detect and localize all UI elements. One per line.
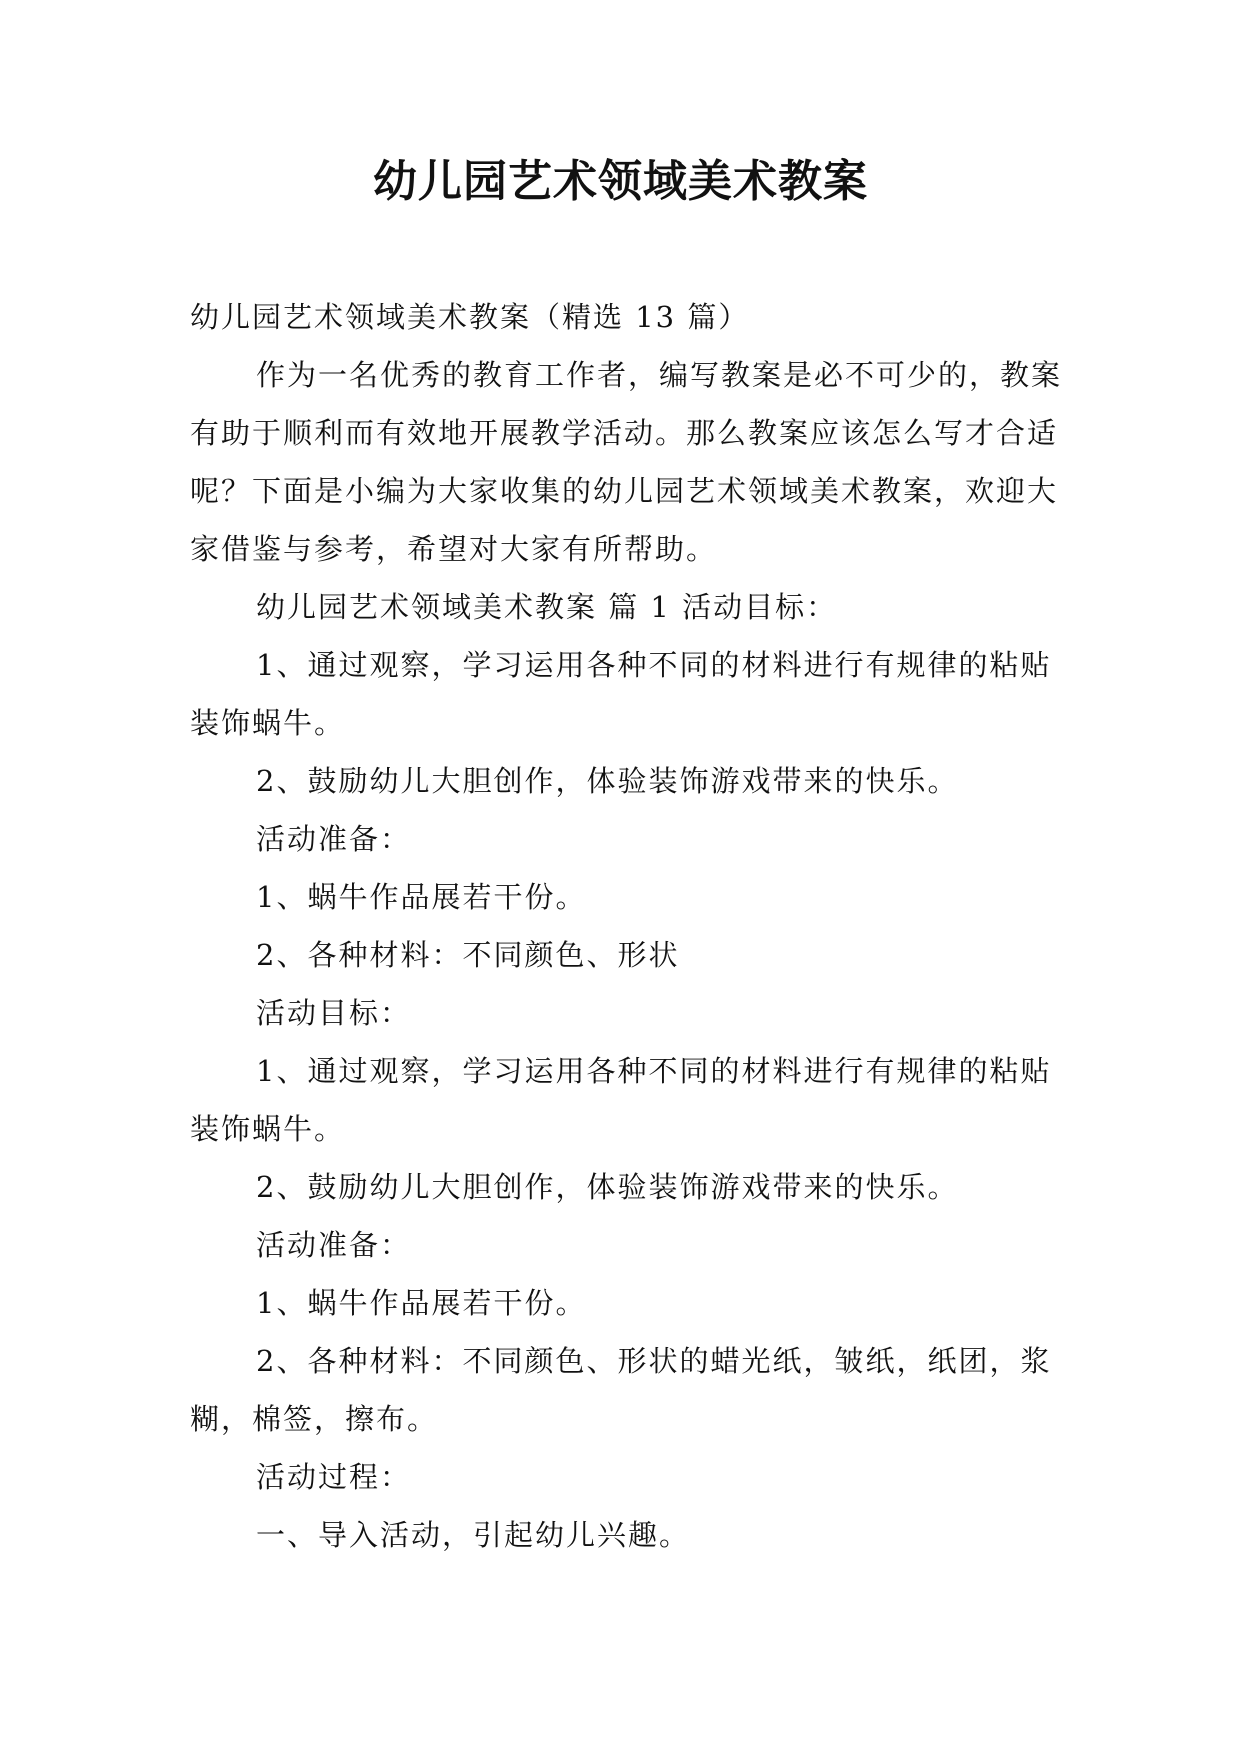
paragraph: 活动准备： — [256, 822, 412, 856]
paragraph: 幼儿园艺术领域美术教案 篇 1 活动目标： — [256, 590, 838, 624]
paragraph: 1、通过观察，学习运用各种不同的材料进行有规律的粘贴装饰蜗牛。 — [190, 648, 1052, 740]
paragraph: 2、各种材料：不同颜色、形状的蜡光纸，皱纸，纸团，浆糊，棉签，擦布。 — [190, 1344, 1052, 1436]
paragraph: 活动过程： — [256, 1460, 412, 1494]
paragraph: 活动目标： — [256, 996, 412, 1030]
paragraph: 1、蜗牛作品展若干份。 — [256, 1286, 587, 1320]
paragraph: 2、鼓励幼儿大胆创作，体验装饰游戏带来的快乐。 — [256, 764, 959, 798]
document-body — [190, 288, 1070, 1564]
paragraph: 幼儿园艺术领域美术教案（精选 13 篇） — [190, 300, 750, 334]
document-title: 幼儿园艺术领域美术教案 — [373, 156, 868, 207]
paragraph: 一、导入活动，引起幼儿兴趣。 — [256, 1518, 691, 1552]
paragraph: 活动准备： — [256, 1228, 412, 1262]
paragraph: 1、蜗牛作品展若干份。 — [256, 880, 587, 914]
paragraph: 2、鼓励幼儿大胆创作，体验装饰游戏带来的快乐。 — [256, 1170, 959, 1204]
paragraph: 作为一名优秀的教育工作者，编写教案是必不可少的，教案有助于顺利而有效地开展教学活动。那么教案应该怎么写才合适呢？下面是小编为大家收集的幼儿园艺术领域美术教案，欢迎大家借鉴与参考，希望对大家有所帮助。 — [190, 358, 1063, 566]
paragraph: 1、通过观察，学习运用各种不同的材料进行有规律的粘贴装饰蜗牛。 — [190, 1054, 1052, 1146]
paragraph: 2、各种材料：不同颜色、形状 — [256, 938, 680, 972]
